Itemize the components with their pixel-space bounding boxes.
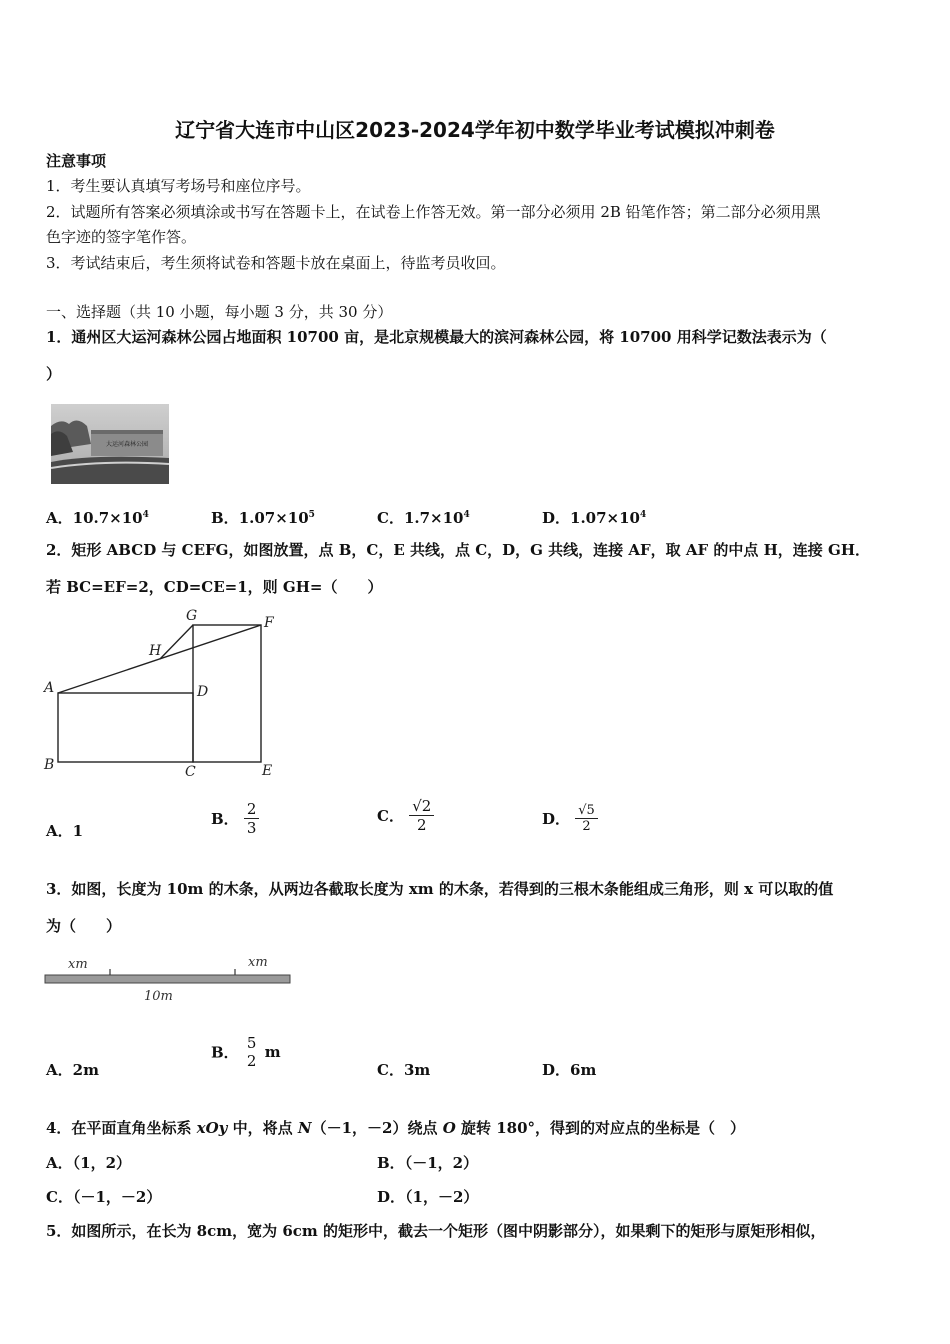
q1-stem: 1．通州区大运河森林公园占地面积 10700 亩，是北京规模最大的滨河森林公园，将 10700 用科学记数法表示为（ (46, 328, 827, 346)
q2-option-b: B． $\frac{2}{3}$ (211, 800, 259, 837)
label-h: H (149, 643, 162, 659)
q3-option-a: A．2m (46, 1061, 99, 1079)
q4-option-d: D．（1，－2） (377, 1188, 479, 1206)
label-f: F (264, 615, 274, 631)
notice-item-2: 2．试题所有答案必须填涂或书写在答题卡上，在试卷上作答无效。第一部分必须用 2B 铅笔作答；第二部分必须用黑 (46, 203, 821, 221)
rect-abcd (58, 693, 193, 762)
label-b: B (44, 757, 55, 773)
label-total: 10m (144, 989, 173, 1004)
rectangle-figure (40, 605, 290, 785)
label-c: C (185, 764, 196, 780)
q4-stem: 4．在平面直角坐标系 xOy 中，将点 N（－1，－2）绕点 O 旋转 180°，得到的对应点的坐标是（ ） (46, 1119, 746, 1137)
label-left-xm: xm (68, 957, 88, 972)
q2-stem: 2．矩形 ABCD 与 CEFG，如图放置，点 B，C，E 共线，点 C，D，G 共线，连接 AF，取 AF 的中点 H，连接 GH． (46, 541, 871, 559)
section-heading: 一、选择题（共 10 小题，每小题 3 分，共 30 分） (46, 303, 393, 321)
q1-option-d: D．$1.07\times 10^4$ (542, 509, 647, 527)
q4-option-c: C．（－1，－2） (46, 1188, 162, 1206)
label-a: A (44, 680, 55, 696)
q3-option-d: D．6m (542, 1061, 597, 1079)
q1-option-c: C．$1.7\times 10^4$ (377, 509, 470, 527)
q5-stem: 5．如图所示，在长为 8cm，宽为 6cm 的矩形中，截去一个矩形（图中阴影部分），如果剩下的矩形与原矩形相似， (46, 1222, 826, 1240)
segment-af (58, 625, 261, 693)
q2-option-d: D． $\frac{√5}{2}$ (542, 803, 598, 834)
park-sign-text: 大运河森林公园 (105, 441, 149, 448)
page-title: 辽宁省大连市中山区2023-2024学年初中数学毕业考试模拟冲刺卷 (175, 118, 775, 142)
label-d: D (197, 684, 209, 700)
q1-option-b: B．$1.07\times 10^5$ (211, 509, 315, 527)
wood-strip-figure (40, 950, 300, 1010)
park-photo (51, 404, 169, 484)
q3-stem: 3．如图，长度为 10m 的木条，从两边各截取长度为 xm 的木条，若得到的三根木条能组成三角形，则 x 可以取的值 (46, 880, 834, 898)
label-right-xm: xm (248, 955, 268, 970)
notice-item-3: 3．考试结束后，考生须将试卷和答题卡放在桌面上，待监考员收回。 (46, 254, 506, 272)
q1-stem-end: ） (46, 365, 62, 383)
q4-option-b: B．（－1，2） (377, 1154, 479, 1172)
notice-item-2-cont: 色字迹的签字笔作答。 (46, 228, 197, 246)
label-e: E (262, 763, 273, 779)
wood-strip (45, 975, 290, 983)
q2-stem-end: 若 BC=EF=2，CD=CE=1，则 GH=（ ） (46, 578, 383, 596)
q2-option-c: C． $\frac{√2}{2}$ (377, 797, 434, 834)
q4-option-a: A．（1，2） (46, 1154, 132, 1172)
label-g: G (186, 608, 198, 624)
q3-option-b: B． 5 2 m (211, 1034, 281, 1070)
park-photo-image (51, 404, 169, 484)
q3-option-c: C．3m (377, 1061, 431, 1079)
q3-stem-end: 为（ ） (46, 917, 122, 935)
q2-option-a: A．1 (46, 822, 84, 840)
notice-heading: 注意事项 (46, 152, 107, 170)
q1-option-a: A．$10.7\times 10^4$ (46, 509, 149, 527)
notice-item-1: 1．考生要认真填写考场号和座位序号。 (46, 177, 311, 195)
